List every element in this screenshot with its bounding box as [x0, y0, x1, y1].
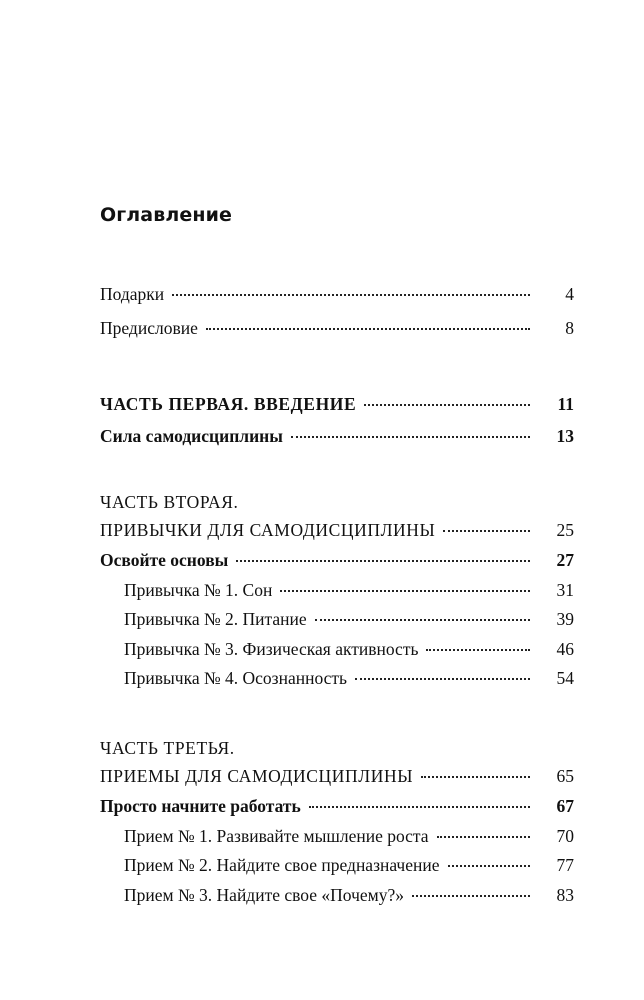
dot-leader [206, 327, 530, 330]
toc-chapter-title: Сила самодисциплины [100, 426, 283, 446]
toc-entry-page: 46 [556, 639, 574, 659]
toc-chapter-basics[interactable] [100, 548, 574, 572]
dot-leader [412, 894, 530, 897]
toc-heading: Оглавление [100, 204, 232, 226]
toc-entry-page: 27 [556, 550, 574, 570]
toc-entry-title: Прием № 3. Найдите свое «Почему?» [124, 885, 404, 905]
dot-leader [443, 529, 530, 532]
toc-chapter-title: Освойте основы [100, 550, 229, 570]
toc-entry-title: Подарки [100, 284, 165, 304]
toc-entry-title: Привычка № 2. Питание [124, 609, 307, 629]
toc-entry-preface[interactable] [100, 316, 574, 340]
dot-leader [291, 435, 530, 438]
toc-entry-page: 11 [557, 394, 574, 414]
toc-entry-page: 83 [556, 885, 574, 905]
toc-entry-title: Привычка № 1. Сон [124, 580, 273, 600]
toc-part-title: ЧАСТЬ ПЕРВАЯ. ВВЕДЕНИЕ [100, 394, 357, 414]
dot-leader [437, 835, 530, 838]
toc-entry-page: 70 [556, 826, 574, 846]
toc-technique-3[interactable] [124, 883, 574, 907]
toc-part-3-line1: ЧАСТЬ ТРЕТЬЯ. [100, 738, 235, 758]
dot-leader [172, 293, 530, 296]
toc-part-2[interactable] [100, 518, 574, 542]
toc-habit-4[interactable] [124, 666, 574, 690]
toc-entry-title: Предисловие [100, 318, 198, 338]
toc-entry-title: Прием № 1. Развивайте мышление роста [124, 826, 429, 846]
toc-entry-title: Прием № 2. Найдите свое предназначение [124, 855, 440, 875]
toc-technique-2[interactable] [124, 853, 574, 877]
toc-entry-page: 77 [556, 855, 574, 875]
dot-leader [364, 403, 530, 406]
toc-entry-title: Привычка № 4. Осознанность [124, 668, 348, 688]
toc-part-title: ПРИЕМЫ ДЛЯ САМОДИСЦИПЛИНЫ [100, 766, 414, 786]
toc-part-2-line1: ЧАСТЬ ВТОРАЯ. [100, 492, 239, 512]
dot-leader [355, 677, 530, 680]
toc-part-1[interactable] [100, 392, 574, 416]
toc-entry-page: 67 [556, 796, 574, 816]
toc-entry-title: Привычка № 3. Физическая активность [124, 639, 419, 659]
toc-entry-page: 4 [565, 284, 574, 304]
toc-chapter-self-discipline[interactable] [100, 424, 574, 448]
toc-chapter-start-working[interactable] [100, 794, 574, 818]
dot-leader [315, 618, 530, 621]
dot-leader [426, 648, 530, 651]
toc-chapter-title: Просто начните работать [100, 796, 301, 816]
toc-habit-3[interactable] [124, 637, 574, 661]
dot-leader [280, 589, 530, 592]
toc-entry-gifts[interactable] [100, 282, 574, 306]
toc-entry-page: 54 [556, 668, 574, 688]
toc-habit-1[interactable] [124, 578, 574, 602]
toc-entry-page: 25 [556, 520, 574, 540]
toc-entry-page: 8 [565, 318, 574, 338]
toc-entry-page: 65 [556, 766, 574, 786]
dot-leader [236, 559, 530, 562]
toc-entry-page: 31 [556, 580, 574, 600]
dot-leader [448, 864, 531, 867]
toc-technique-1[interactable] [124, 824, 574, 848]
dot-leader [421, 775, 530, 778]
toc-part-title: ПРИВЫЧКИ ДЛЯ САМОДИСЦИПЛИНЫ [100, 520, 436, 540]
toc-entry-page: 39 [556, 609, 574, 629]
dot-leader [309, 805, 530, 808]
toc-part-3[interactable] [100, 764, 574, 788]
toc-entry-page: 13 [556, 426, 574, 446]
toc-habit-2[interactable] [124, 607, 574, 631]
